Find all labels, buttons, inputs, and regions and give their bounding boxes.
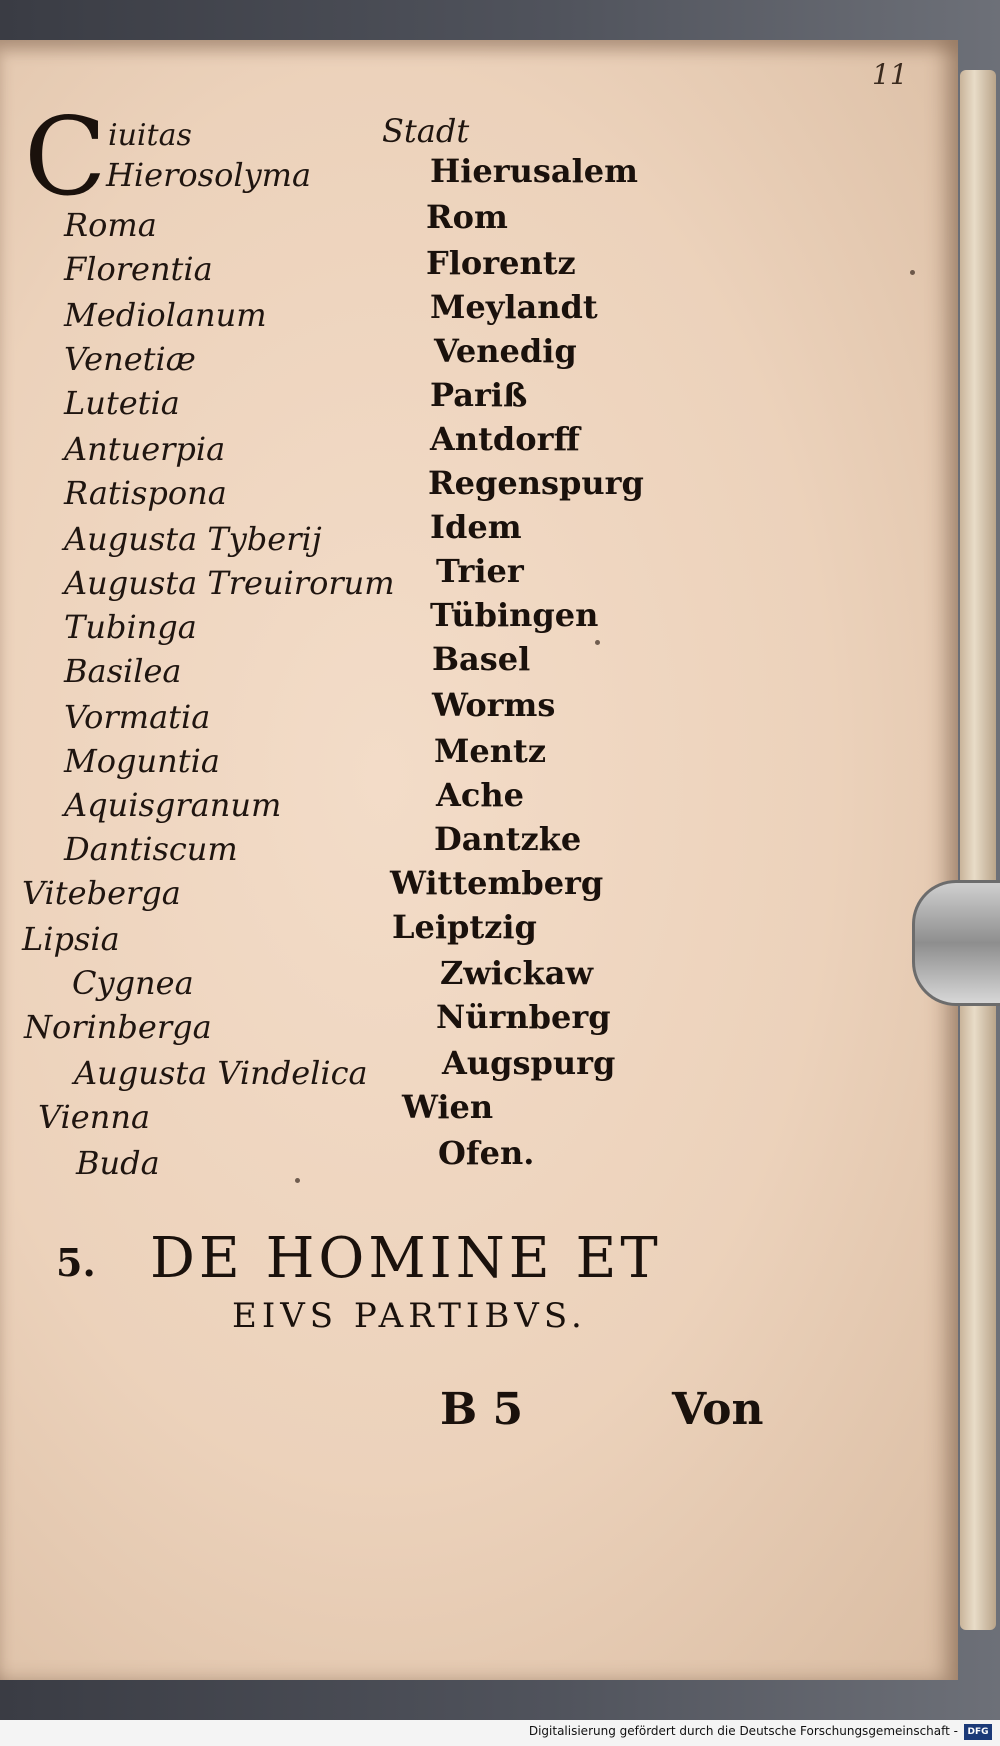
bleed-through-mark: [640, 190, 720, 283]
signature-mark: B 5: [440, 1384, 524, 1435]
german-city: Venedig: [434, 332, 577, 370]
german-city: Regenspurg: [428, 464, 644, 502]
ink-speck: [910, 270, 915, 275]
german-column-header: Stadt: [382, 112, 470, 150]
latin-city: Lipsia: [22, 920, 120, 958]
latin-city: Tubinga: [64, 608, 197, 646]
footer-credit: Digitalisierung gefördert durch die Deutsche Forschungsgemeinschaft -: [528, 1724, 958, 1738]
drop-cap-initial: C: [24, 95, 107, 220]
german-city: Pariß: [430, 376, 528, 414]
ink-speck: [295, 1178, 300, 1183]
german-city: Ache: [436, 776, 524, 814]
ink-speck: [595, 640, 600, 645]
page-number: 11: [872, 58, 908, 91]
latin-city: Augusta Vindelica: [74, 1054, 368, 1092]
latin-column-header: iuitas: [108, 118, 192, 153]
latin-city: Viteberga: [22, 874, 181, 912]
digitization-footer: [0, 1720, 1000, 1746]
book-spine: [960, 70, 996, 1630]
latin-city: Antuerpia: [64, 430, 226, 468]
latin-city: Augusta Tyberij: [64, 520, 322, 558]
latin-city: Aquisgranum: [64, 786, 282, 824]
latin-city: Ratispona: [64, 474, 227, 512]
german-city: Meylandt: [430, 288, 598, 326]
german-city: Wittemberg: [390, 864, 604, 902]
page-clip: [912, 880, 1000, 1006]
latin-city: Cygnea: [72, 964, 194, 1002]
latin-city: Vienna: [38, 1098, 151, 1136]
latin-city: Mediolanum: [64, 296, 267, 334]
german-city: Florentz: [426, 244, 576, 282]
german-city: Worms: [432, 686, 556, 724]
german-city: Idem: [430, 508, 522, 546]
german-city: Nürnberg: [436, 998, 611, 1036]
latin-city: Lutetia: [64, 384, 180, 422]
latin-city: Venetiæ: [64, 340, 196, 378]
latin-city: Hierosolyma: [106, 156, 312, 194]
latin-city: Augusta Treuirorum: [64, 564, 395, 602]
section-number: 5.: [56, 1240, 96, 1285]
german-city: Ofen.: [438, 1134, 535, 1172]
german-city: Zwickaw: [440, 954, 593, 992]
german-city: Leiptzig: [392, 908, 537, 946]
section-title-line-1: DE HOMINE ET: [150, 1226, 662, 1291]
latin-city: Roma: [64, 206, 157, 244]
section-title-line-2: EIVS PARTIBVS.: [232, 1296, 587, 1336]
latin-city: Norinberga: [24, 1008, 212, 1046]
german-city: Dantzke: [434, 820, 582, 858]
german-city: Augspurg: [442, 1044, 616, 1082]
german-city: Tübingen: [430, 596, 599, 634]
latin-city: Moguntia: [64, 742, 220, 780]
latin-city: Dantiscum: [64, 830, 238, 868]
german-city: Rom: [426, 198, 508, 236]
german-city: Wien: [402, 1088, 494, 1126]
latin-city: Basilea: [64, 652, 182, 690]
catchword: Von: [672, 1384, 764, 1435]
german-city: Mentz: [434, 732, 546, 770]
german-city: Basel: [432, 640, 531, 678]
dfg-logo: DFG: [964, 1724, 992, 1740]
german-city: Trier: [436, 552, 524, 590]
latin-city: Vormatia: [64, 698, 211, 736]
latin-city: Florentia: [64, 250, 213, 288]
latin-city: Buda: [76, 1144, 160, 1182]
german-city: Hierusalem: [430, 152, 638, 190]
german-city: Antdorff: [430, 420, 580, 458]
